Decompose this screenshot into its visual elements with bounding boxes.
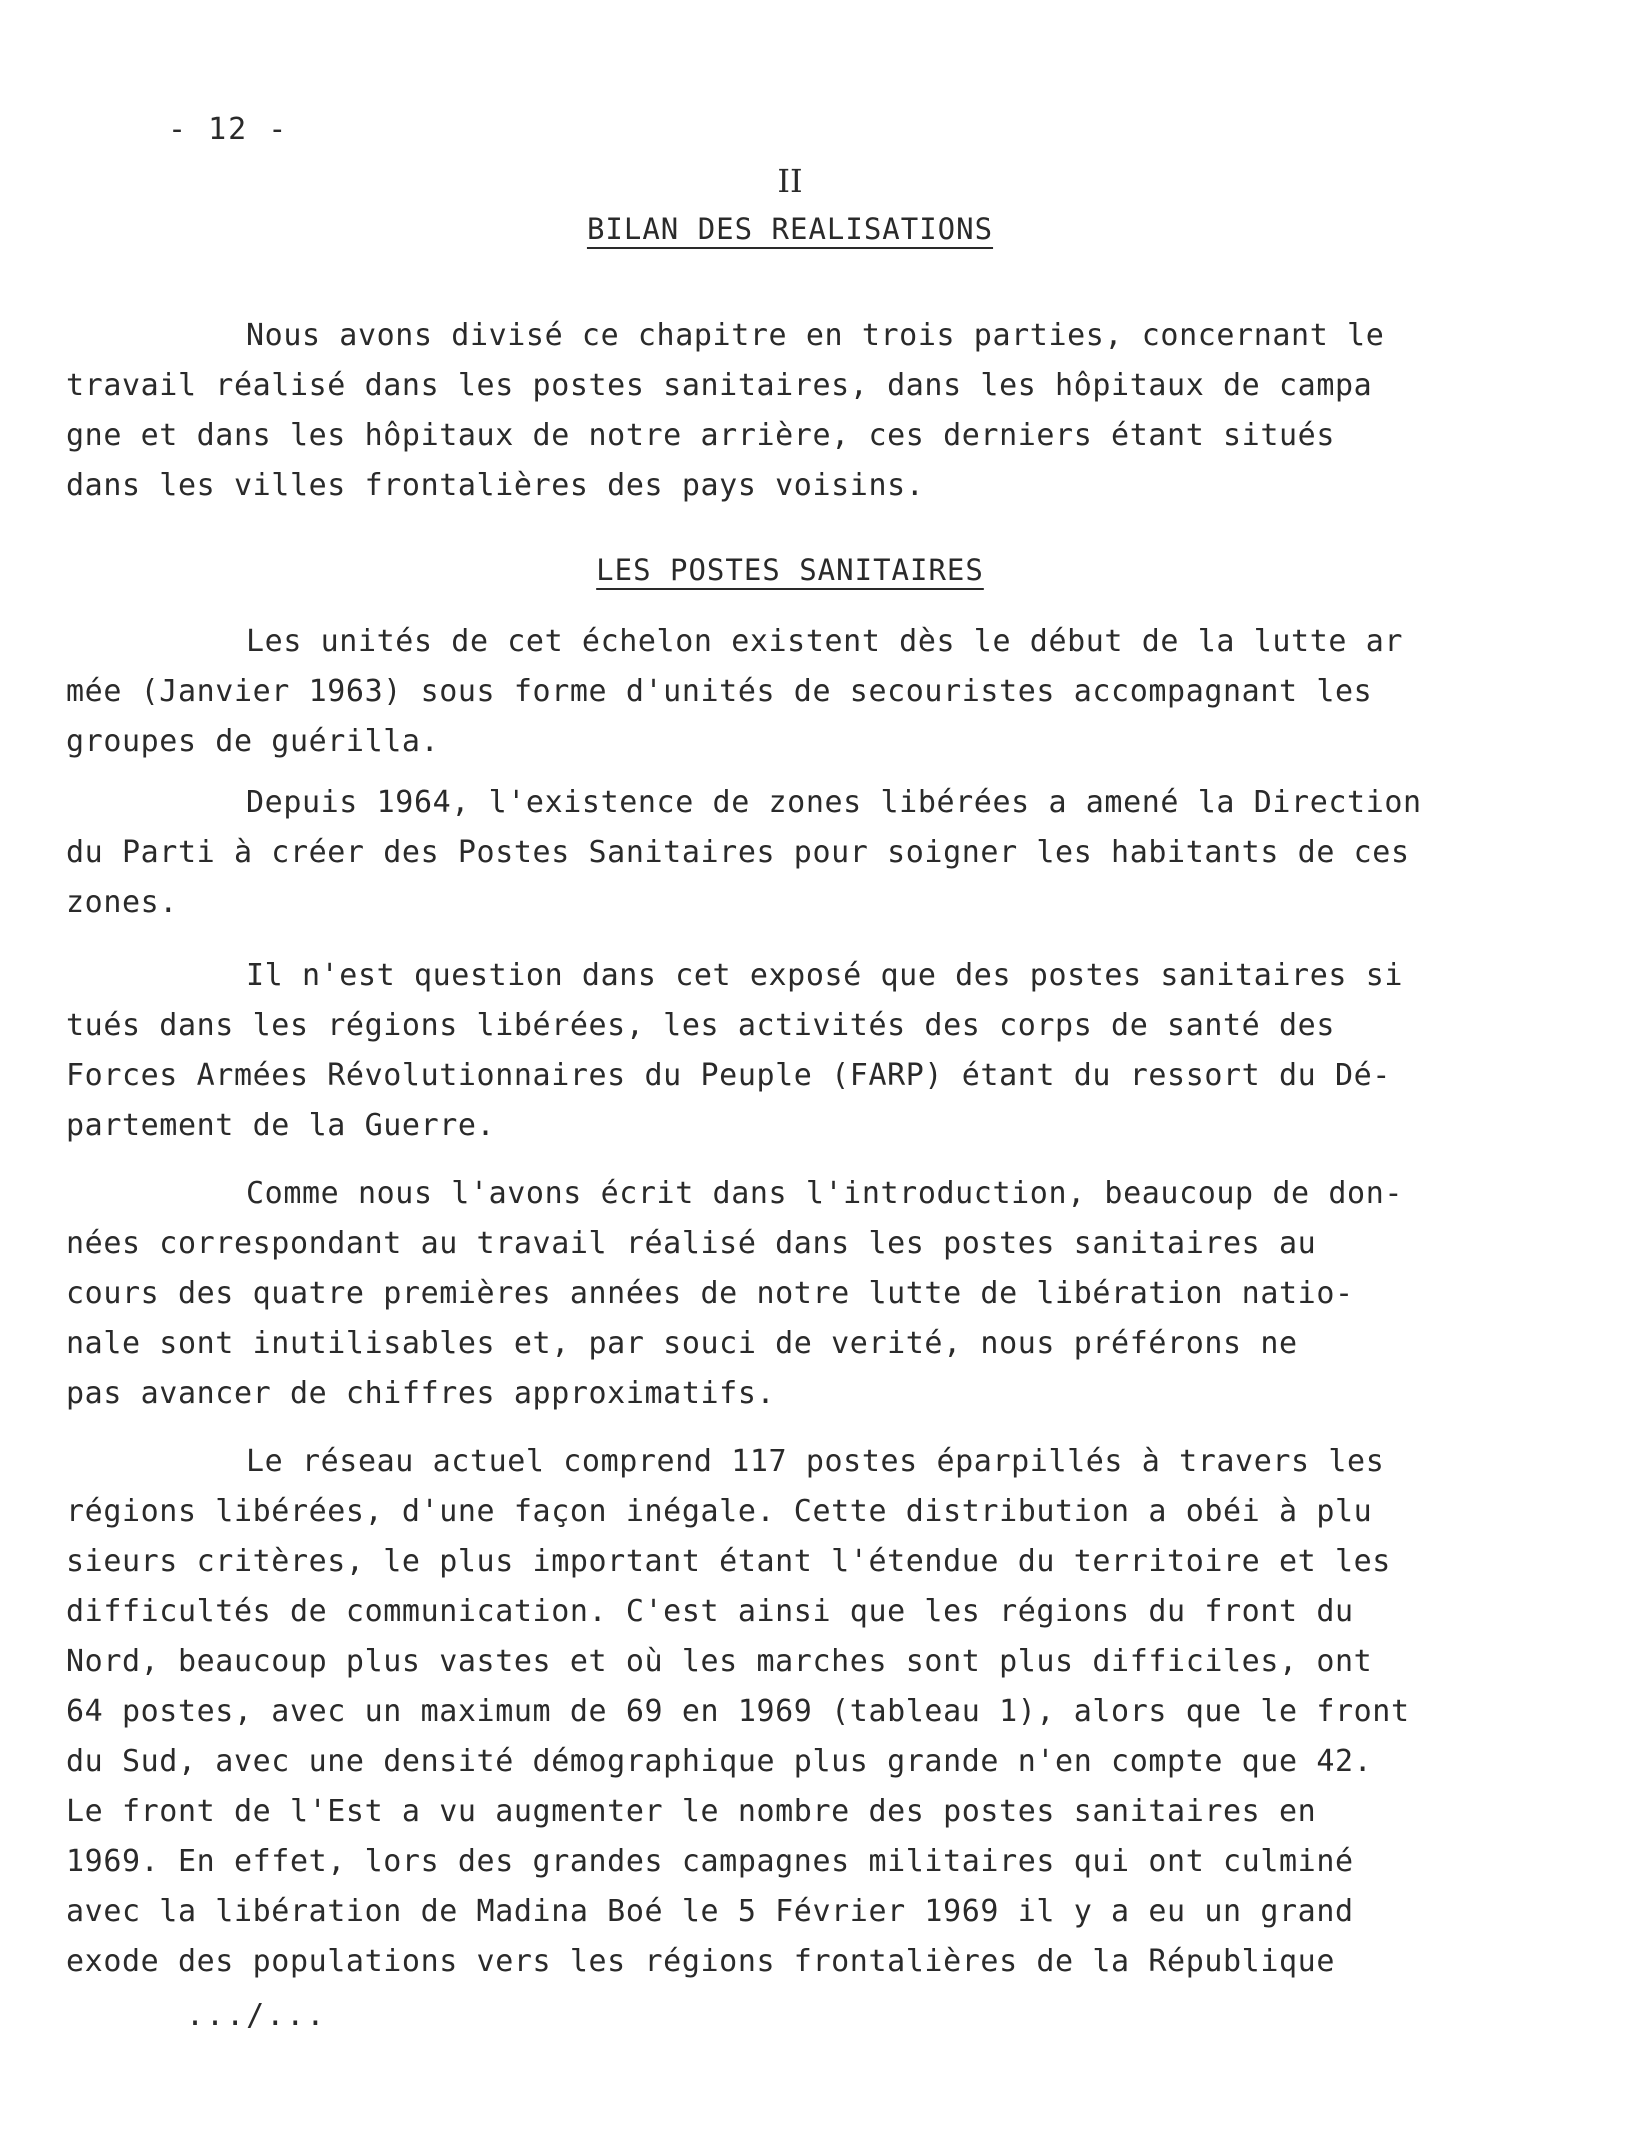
text-line: 1969. En effet, lors des grandes campagnes militaires qui ont culminé	[66, 1844, 1354, 1879]
text-line: travail réalisé dans les postes sanitaires, dans les hôpitaux de campa	[66, 368, 1373, 403]
text-line: avec la libération de Madina Boé le 5 Février 1969 il y a eu un grand	[66, 1894, 1354, 1929]
text-line: Nous avons divisé ce chapitre en trois parties, concernant le	[246, 318, 1385, 353]
text-line: du Parti à créer des Postes Sanitaires pour soigner les habitants de ces	[66, 835, 1410, 870]
text-line: Comme nous l'avons écrit dans l'introduction, beaucoup de don-	[246, 1176, 1404, 1211]
section-title-text: LES POSTES SANITAIRES	[596, 553, 984, 587]
paragraph-data-quality	[66, 1169, 1506, 1419]
text-line: Le front de l'Est a vu augmenter le nombre des postes sanitaires en	[66, 1794, 1317, 1829]
section-title	[0, 553, 1580, 587]
text-line: Nord, beaucoup plus vastes et où les marches sont plus difficiles, ont	[66, 1644, 1373, 1679]
text-line: tués dans les régions libérées, les activités des corps de santé des	[66, 1008, 1335, 1043]
text-line: du Sud, avec une densité démographique plus grande n'en compte que 42.	[66, 1744, 1373, 1779]
text-line: régions libérées, d'une façon inégale. Cette distribution a obéi à plu	[66, 1494, 1373, 1529]
text-line: Les unités de cet échelon existent dès le début de la lutte ar	[246, 624, 1404, 659]
text-line: zones.	[66, 885, 178, 920]
chapter-title	[0, 212, 1580, 246]
text-line: exode des populations vers les régions frontalières de la République	[66, 1944, 1335, 1979]
paragraph-since-1964	[66, 778, 1506, 928]
continuation-mark: .../...	[186, 1998, 327, 2033]
paragraph-network	[66, 1437, 1506, 1987]
paragraph-units	[66, 617, 1506, 767]
text-line: partement de la Guerre.	[66, 1108, 496, 1143]
text-line: pas avancer de chiffres approximatifs.	[66, 1376, 776, 1411]
text-line: mée (Janvier 1963) sous forme d'unités de secouristes accompagnant les	[66, 674, 1373, 709]
text-line: cours des quatre premières années de notre lutte de libération natio-	[66, 1276, 1354, 1311]
text-line: Il n'est question dans cet exposé que des postes sanitaires si	[246, 958, 1404, 993]
text-line: sieurs critères, le plus important étant l'étendue du territoire et les	[66, 1544, 1391, 1579]
text-line: Le réseau actuel comprend 117 postes éparpillés à travers les	[246, 1444, 1385, 1479]
text-line: difficultés de communication. C'est ainsi que les régions du front du	[66, 1594, 1354, 1629]
text-line: Depuis 1964, l'existence de zones libérées a amené la Direction	[246, 785, 1422, 820]
text-line: dans les villes frontalières des pays voisins.	[66, 468, 925, 503]
text-line: nale sont inutilisables et, par souci de verité, nous préférons ne	[66, 1326, 1298, 1361]
page-number: - 12 -	[168, 112, 289, 147]
text-line: gne et dans les hôpitaux de notre arrière, ces derniers étant situés	[66, 418, 1335, 453]
text-line: groupes de guérilla.	[66, 724, 440, 759]
chapter-title-text: BILAN DES REALISATIONS	[586, 212, 994, 246]
text-line: nées correspondant au travail réalisé dans les postes sanitaires au	[66, 1226, 1317, 1261]
paragraph-intro	[66, 311, 1506, 511]
text-line: 64 postes, avec un maximum de 69 en 1969 (tableau 1), alors que le front	[66, 1694, 1410, 1729]
text-line: Forces Armées Révolutionnaires du Peuple (FARP) étant du ressort du Dé-	[66, 1058, 1391, 1093]
paragraph-scope	[66, 951, 1506, 1151]
chapter-number: II	[777, 162, 803, 200]
